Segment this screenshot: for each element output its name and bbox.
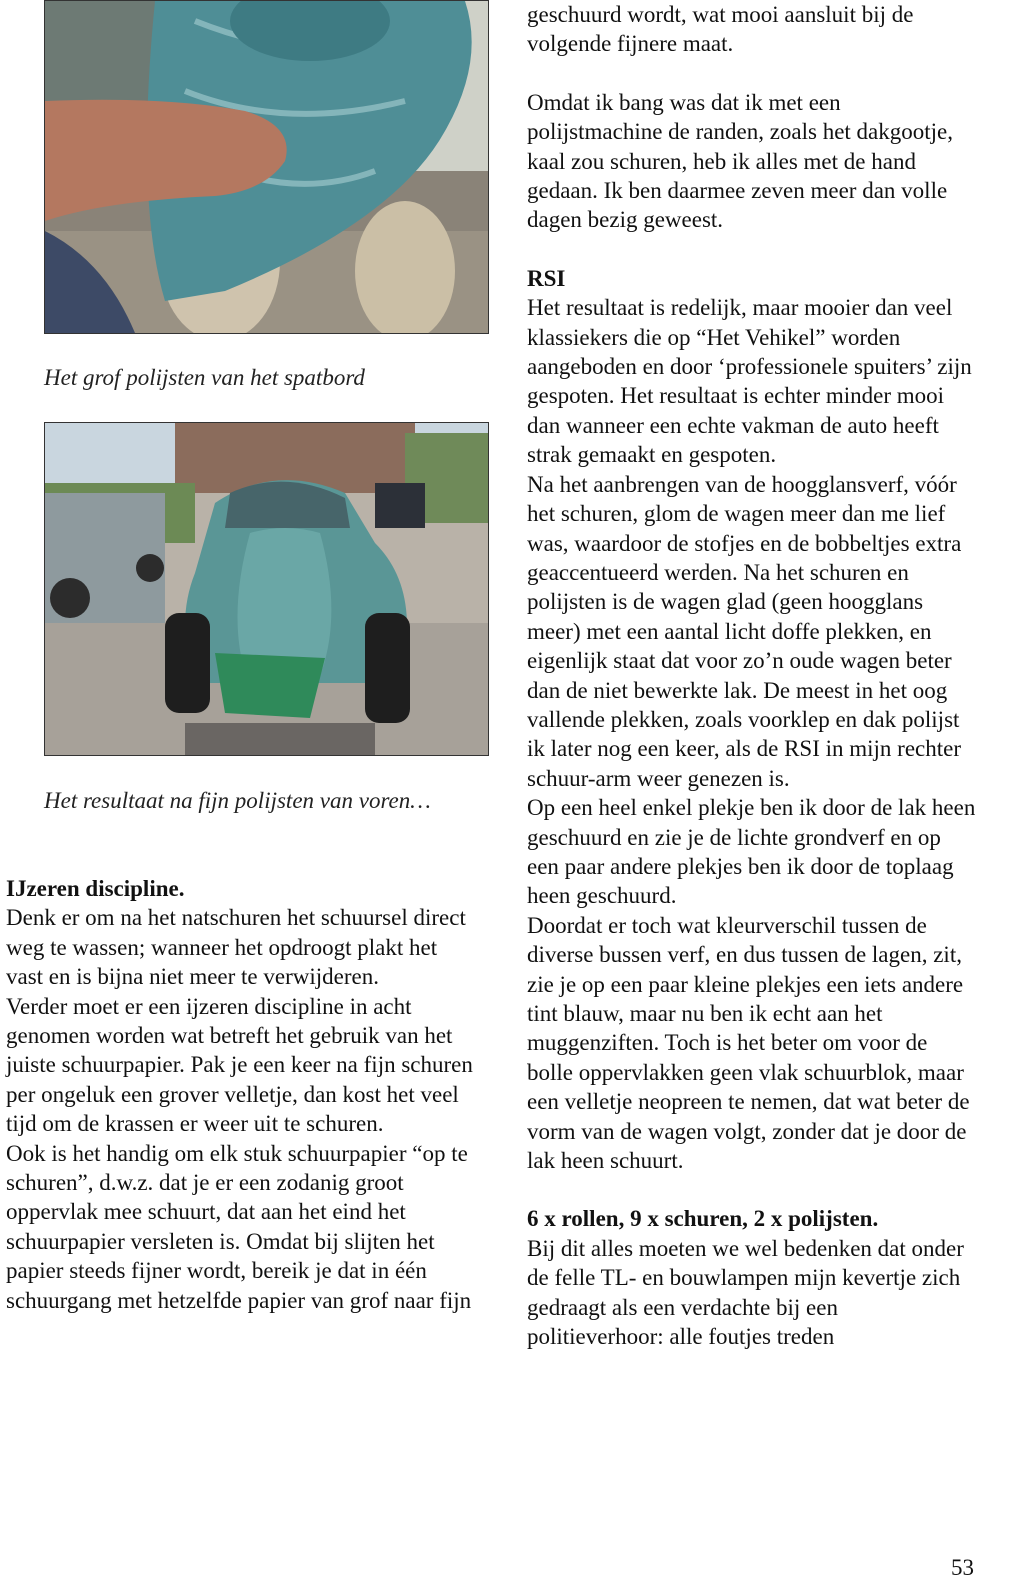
rsi-paragraph-1: Het resultaat is redelijk, maar mooier dan veel klassiekers die op “Het Vehikel” worden aangeboden en door ‘professionele spuiters’ zijn gespoten. Het resultaat is echter minder mooi dan wanneer een echte vakman de auto heeft strak gemaakt en gespoten. bbox=[527, 295, 972, 468]
left-paragraph-3: Ook is het handig om elk stuk schuurpapier “op te schuren”, d.w.z. dat je er een zodanig groot oppervlak mee schuurt, dat aan het eind het schuurpapier versleten is. Omdat bij slijten het papier steeds fijner wordt, bereik je dat in één schuurgang met hetzelfde papier van grof naar fijn bbox=[6, 1140, 472, 1313]
photo-polishing-fender bbox=[44, 0, 489, 334]
page-number: 53 bbox=[951, 1555, 974, 1580]
right-intro-paragraph: geschuurd wordt, wat mooi aansluit bij de volgende fijnere maat. bbox=[527, 2, 914, 57]
beetle-front-image bbox=[45, 423, 488, 755]
left-paragraph-1: Denk er om na het natschuren het schuursel direct weg te wassen; wanneer het opdroogt plakt het vast en is bijna niet meer te verwijderen. bbox=[6, 905, 466, 990]
heading-rollen-schuren-polijsten: 6 x rollen, 9 x schuren, 2 x polijsten. bbox=[527, 1206, 879, 1232]
rsi-paragraph-4: Doordat er toch wat kleurverschil tussen de diverse bussen verf, en dus tussen de lagen, zit, zie je op een paar kleine plekjes een iets andere tint blauw, maar nu ben ik echt aan het muggenziften. Toch is het beter om voor de bolle oppervlakken geen vlak schuurblok, maar een velletje neopreen te nemen, dat wat beter de vorm van de wagen volgt, zonder dat je door de lak heen schuurt. bbox=[527, 912, 970, 1174]
caption-photo2: Het resultaat na fijn polijsten van voren… bbox=[44, 788, 431, 813]
rollen-paragraph: Bij dit alles moeten we wel bedenken dat onder de felle TL- en bouwlampen mijn kevertje zich gedraagt als een verdachte bij een politieverhoor: alle foutjes treden bbox=[527, 1235, 964, 1350]
right-hand-paragraph: Omdat ik bang was dat ik met een polijstmachine de randen, zoals het dakgootje, kaal zou schuren, heb ik alles met de hand gedaan. Ik ben daarmee zeven meer dan volle dagen bezig geweest. bbox=[527, 89, 954, 233]
rsi-paragraph-3: Op een heel enkel plekje ben ik door de lak heen geschuurd en zie je de lichte grondverf en op een paar andere plekjes ben ik door de toplaag heen geschuurd. bbox=[527, 795, 976, 909]
heading-ijzeren-discipline: IJzeren discipline. bbox=[6, 876, 185, 901]
left-paragraph-2: Verder moet er een ijzeren discipline in acht genomen worden wat betreft het gebruik van het juiste schuurpapier. Pak je een keer na fijn schuren per ongeluk een grover velletje, dan kost het veel tijd om de krassen er weer uit te schuren. bbox=[6, 993, 473, 1137]
right-column bbox=[527, 0, 977, 1351]
polishing-fender-image bbox=[45, 1, 488, 333]
left-column bbox=[6, 874, 476, 1315]
rsi-paragraph-2: Na het aanbrengen van de hoogglansverf, vóór het schuren, glom de wagen meer dan me lief was, waardoor de stofjes en de bobbeltjes extra geaccentueerd werden. Na het schuren en polijsten is de wagen glad (geen hoogglans meer) met een aantal licht doffe plekken, en eigenlijk staat dat voor zo’n oude wagen beter dan de niet bewerkte lak. De meest in het oog vallende plekken, zoals voorklep en dak polijst ik later nog een keer, als de RSI in mijn rechter schuur-arm weer genezen is. bbox=[527, 471, 962, 791]
photo-beetle-front bbox=[44, 422, 489, 756]
heading-rsi: RSI bbox=[527, 265, 566, 291]
caption-photo1: Het grof polijsten van het spatbord bbox=[44, 365, 365, 390]
